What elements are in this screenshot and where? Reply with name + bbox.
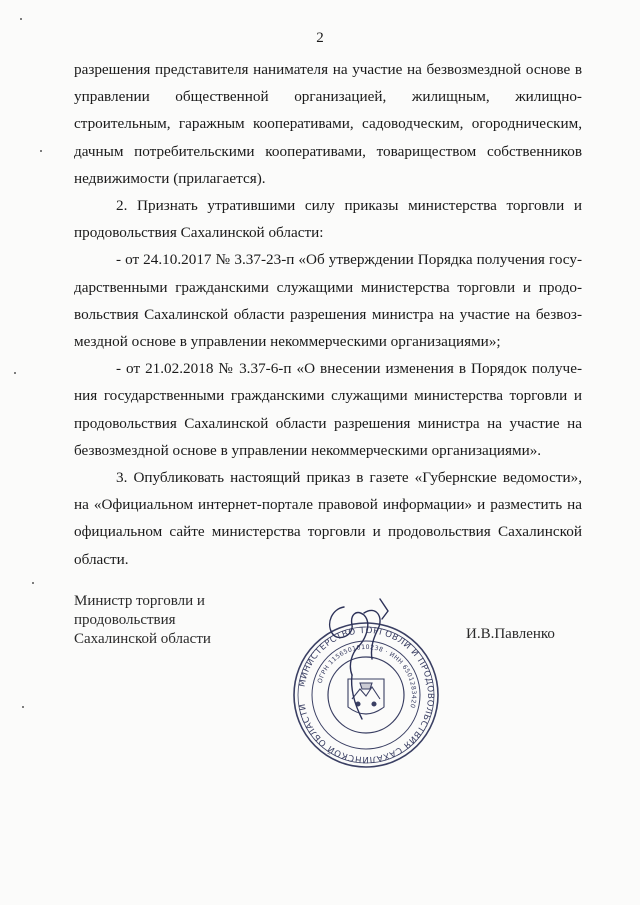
seal-stamp-icon	[286, 595, 446, 771]
signer-title-line: продовольствия	[74, 612, 176, 628]
signer-name: И.В.Павленко	[466, 626, 555, 642]
signer-title-line: Министр торговли и	[74, 593, 205, 609]
paragraph-repealed-order-1: - от 24.10.2017 № 3.37-23-п «Об утверждении Порядка получения государственными гражданскими служащими министерства торговли и продовольствия Сахалинской области разрешения министра на участие на безвозмездной основе в управлении некоммерческими организациями»;	[74, 251, 582, 351]
scan-speck	[20, 18, 22, 20]
signer-title	[74, 592, 211, 649]
official-seal	[286, 595, 446, 771]
paragraph-repealed-order-2: - от 21.02.2018 № 3.37-6-п «О внесении изменения в Порядок получения государственными гражданскими служащими министерства торговли и продовольствия Сахалинской области разрешения министра на участие на безвозмездной основе в управлении некоммерческими организациями».	[74, 360, 582, 459]
signer-title-line: Сахалинской области	[74, 631, 211, 647]
seal-outer-text: МИНИСТЕРСТВО ТОРГОВЛИ И ПРОДОВОЛЬСТВИЯ САХАЛИНСКОЙ ОБЛАСТИ	[297, 625, 436, 765]
document-body	[74, 56, 582, 573]
paragraph-continuation: разрешения представителя нанимателя на участие на безвозмездной основе в управлении общественной организацией, жилищным, жилищно-строительным, гаражным кооперативами, садоводческим, огородническим, дачным потребительскими кооперативами, товариществом собственников недвижимости (прилагается).	[74, 61, 582, 187]
scan-speck	[22, 706, 24, 708]
page-number: 2	[316, 30, 324, 46]
scan-speck	[32, 582, 34, 584]
paragraph-item-2: 2. Признать утратившими силу приказы министерства торговли и продовольствия Сахалинской области:	[74, 197, 582, 242]
scan-speck	[40, 150, 42, 152]
seal-inner-text: ОГРН 1156501010238 · ИНН 6501283420	[316, 643, 418, 709]
scan-speck	[14, 372, 16, 374]
paragraph-item-3: 3. Опубликовать настоящий приказ в газете «Губернские ведомости», на «Официальном интернет-портале правовой информации» и разместить на официальном сайте министерства торговли и продовольствия Сахалинской области.	[74, 469, 582, 568]
